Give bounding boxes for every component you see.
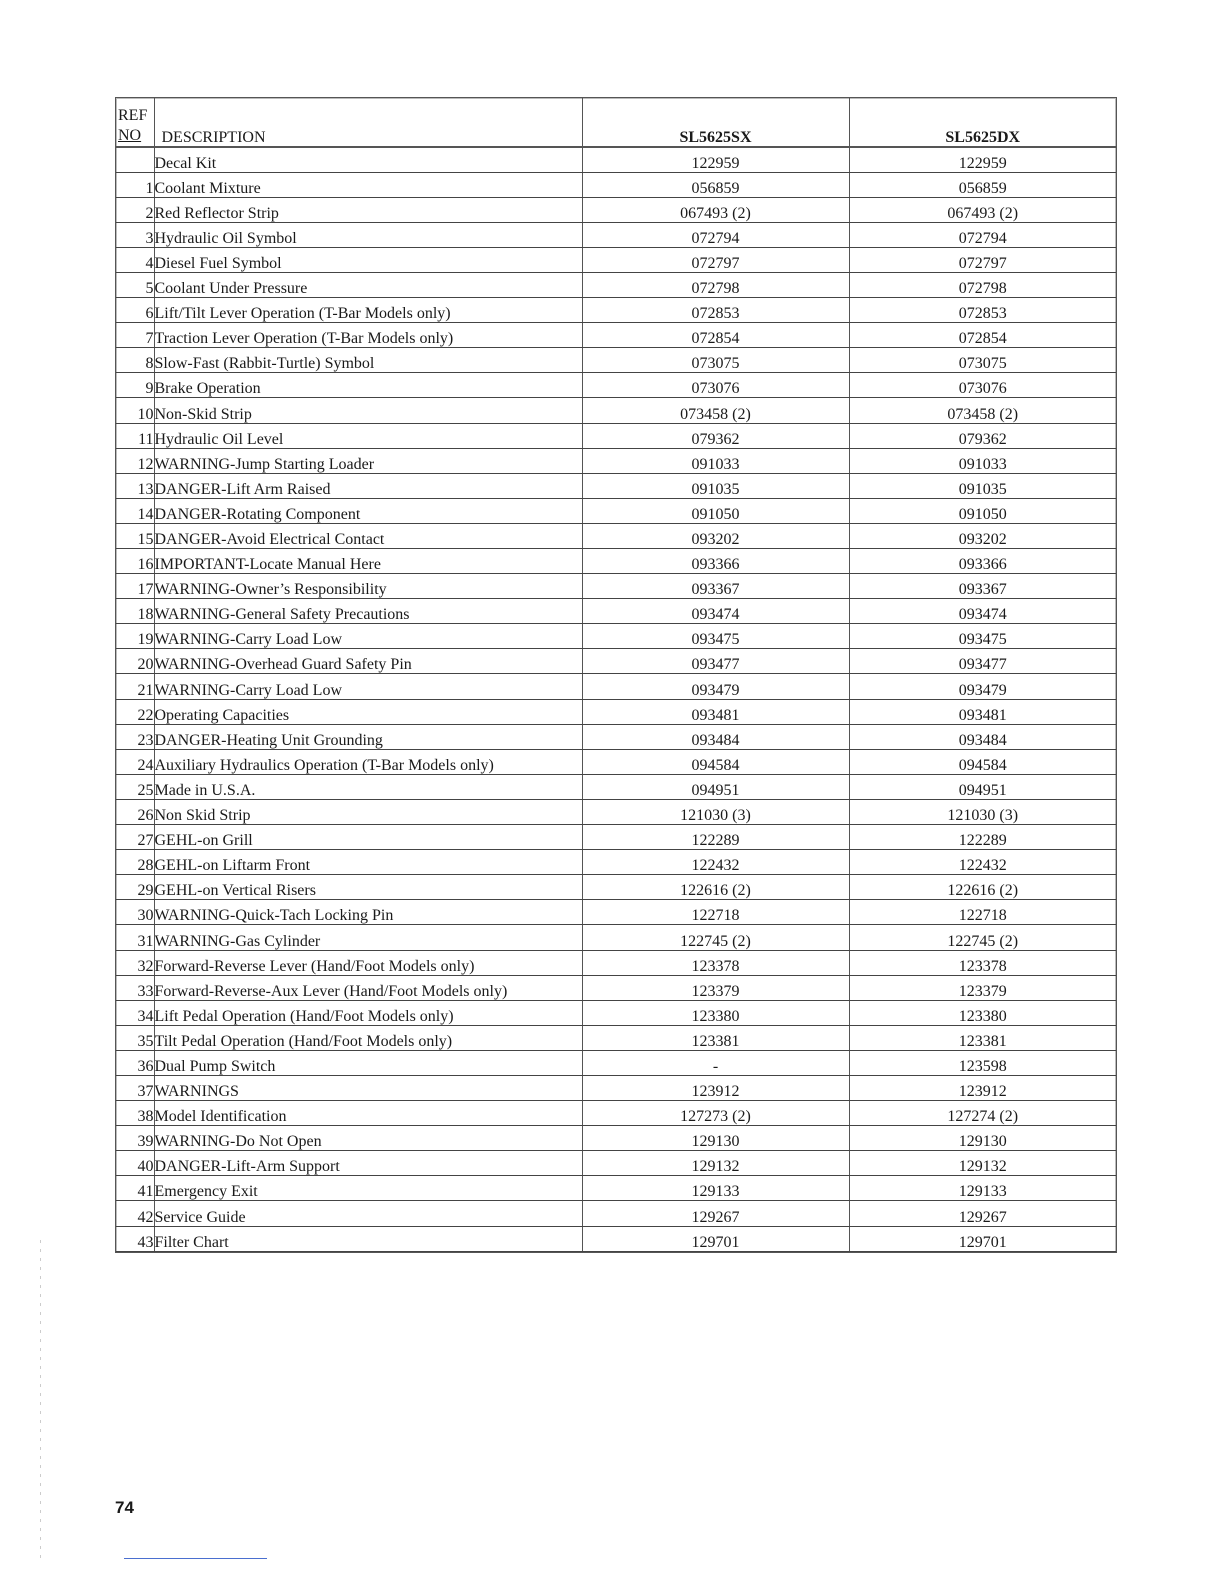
ref-cell: 22 <box>116 699 154 724</box>
description-cell: Hydraulic Oil Level <box>154 423 582 448</box>
description-cell: Non Skid Strip <box>154 799 582 824</box>
table-row <box>116 1176 1116 1201</box>
description-cell: WARNINGS <box>154 1075 582 1100</box>
description-cell: Lift Pedal Operation (Hand/Foot Models only) <box>154 1000 582 1025</box>
ref-cell: 1 <box>116 172 154 197</box>
table-row <box>116 850 1116 875</box>
parts-table-body <box>116 147 1116 1251</box>
margin-dotted-line <box>40 1240 41 1560</box>
ref-cell: 4 <box>116 247 154 272</box>
table-row <box>116 749 1116 774</box>
part-number-dx-cell: 123381 <box>849 1025 1116 1050</box>
part-number-dx-cell: 072797 <box>849 247 1116 272</box>
description-cell: Slow-Fast (Rabbit-Turtle) Symbol <box>154 348 582 373</box>
description-cell: Diesel Fuel Symbol <box>154 247 582 272</box>
part-number-dx-cell: 122745 (2) <box>849 925 1116 950</box>
ref-cell: 20 <box>116 649 154 674</box>
part-number-dx-cell: 129132 <box>849 1151 1116 1176</box>
part-number-dx-cell: 072853 <box>849 298 1116 323</box>
description-cell: Dual Pump Switch <box>154 1050 582 1075</box>
part-number-sx-cell: 093202 <box>582 523 849 548</box>
part-number-sx-cell: 073075 <box>582 348 849 373</box>
description-cell: WARNING-General Safety Precautions <box>154 599 582 624</box>
table-row <box>116 825 1116 850</box>
description-cell: GEHL-on Liftarm Front <box>154 850 582 875</box>
table-row <box>116 649 1116 674</box>
ref-cell: 24 <box>116 749 154 774</box>
part-number-dx-cell: 093367 <box>849 574 1116 599</box>
part-number-sx-cell: 123381 <box>582 1025 849 1050</box>
table-row <box>116 950 1116 975</box>
table-row <box>116 975 1116 1000</box>
part-number-dx-cell: 093481 <box>849 699 1116 724</box>
ref-cell: 23 <box>116 724 154 749</box>
part-number-sx-cell: 072794 <box>582 222 849 247</box>
table-row <box>116 172 1116 197</box>
description-cell: DANGER-Lift-Arm Support <box>154 1151 582 1176</box>
table-row <box>116 323 1116 348</box>
part-number-sx-cell: 093367 <box>582 574 849 599</box>
description-cell: Emergency Exit <box>154 1176 582 1201</box>
part-number-dx-cell: 072854 <box>849 323 1116 348</box>
ref-cell: 30 <box>116 900 154 925</box>
part-number-dx-cell: 123378 <box>849 950 1116 975</box>
table-row <box>116 1025 1116 1050</box>
ref-cell: 10 <box>116 398 154 423</box>
ref-cell: 9 <box>116 373 154 398</box>
part-number-dx-cell: 093484 <box>849 724 1116 749</box>
ref-cell: 37 <box>116 1075 154 1100</box>
part-number-sx-cell: 122745 (2) <box>582 925 849 950</box>
table-row <box>116 1075 1116 1100</box>
part-number-sx-cell: 073458 (2) <box>582 398 849 423</box>
table-row <box>116 423 1116 448</box>
description-cell: Red Reflector Strip <box>154 197 582 222</box>
part-number-dx-cell: 122959 <box>849 147 1116 172</box>
part-number-dx-cell: 094951 <box>849 774 1116 799</box>
part-number-dx-cell: 129701 <box>849 1226 1116 1251</box>
part-number-sx-cell: 093475 <box>582 624 849 649</box>
description-cell: Service Guide <box>154 1201 582 1226</box>
part-number-dx-cell: 123912 <box>849 1075 1116 1100</box>
description-cell: Forward-Reverse-Aux Lever (Hand/Foot Models only) <box>154 975 582 1000</box>
part-number-sx-cell: 129130 <box>582 1126 849 1151</box>
part-number-sx-cell: 122718 <box>582 900 849 925</box>
ref-cell: 41 <box>116 1176 154 1201</box>
table-row <box>116 799 1116 824</box>
part-number-sx-cell: 073076 <box>582 373 849 398</box>
ref-cell <box>116 147 154 172</box>
part-number-dx-cell: 093475 <box>849 624 1116 649</box>
ref-cell: 12 <box>116 448 154 473</box>
ref-cell: 19 <box>116 624 154 649</box>
part-number-sx-cell: 093366 <box>582 549 849 574</box>
table-row <box>116 900 1116 925</box>
description-cell: Auxiliary Hydraulics Operation (T-Bar Models only) <box>154 749 582 774</box>
table-row <box>116 624 1116 649</box>
part-number-sx-cell: 129133 <box>582 1176 849 1201</box>
description-cell: GEHL-on Grill <box>154 825 582 850</box>
table-row <box>116 498 1116 523</box>
part-number-dx-cell: 067493 (2) <box>849 197 1116 222</box>
ref-no-header <box>116 98 154 147</box>
part-number-sx-cell: 079362 <box>582 423 849 448</box>
part-number-dx-cell: 123379 <box>849 975 1116 1000</box>
ref-cell: 14 <box>116 498 154 523</box>
description-cell: Decal Kit <box>154 147 582 172</box>
part-number-dx-cell: 121030 (3) <box>849 799 1116 824</box>
part-number-dx-cell: 056859 <box>849 172 1116 197</box>
part-number-dx-cell: 129133 <box>849 1176 1116 1201</box>
table-row <box>116 272 1116 297</box>
part-number-sx-cell: 122959 <box>582 147 849 172</box>
table-header-row <box>116 98 1116 147</box>
ref-cell: 34 <box>116 1000 154 1025</box>
ref-cell: 6 <box>116 298 154 323</box>
description-cell: Tilt Pedal Operation (Hand/Foot Models only) <box>154 1025 582 1050</box>
part-number-sx-cell: 122432 <box>582 850 849 875</box>
description-cell: WARNING-Overhead Guard Safety Pin <box>154 649 582 674</box>
ref-cell: 27 <box>116 825 154 850</box>
table-row <box>116 1101 1116 1126</box>
description-header: DESCRIPTION <box>154 98 582 147</box>
part-number-dx-cell: 091035 <box>849 473 1116 498</box>
part-number-dx-cell: 094584 <box>849 749 1116 774</box>
description-cell: DANGER-Rotating Component <box>154 498 582 523</box>
description-cell: Traction Lever Operation (T-Bar Models only) <box>154 323 582 348</box>
footer-rule <box>124 1558 267 1559</box>
ref-cell: 16 <box>116 549 154 574</box>
table-row <box>116 1050 1116 1075</box>
part-number-sx-cell: 123379 <box>582 975 849 1000</box>
description-cell: Coolant Under Pressure <box>154 272 582 297</box>
ref-cell: 39 <box>116 1126 154 1151</box>
part-number-dx-cell: 073075 <box>849 348 1116 373</box>
ref-cell: 21 <box>116 674 154 699</box>
ref-header-line2: NO <box>118 127 142 144</box>
part-number-sx-cell: 091033 <box>582 448 849 473</box>
description-cell: Lift/Tilt Lever Operation (T-Bar Models only) <box>154 298 582 323</box>
table-row <box>116 674 1116 699</box>
ref-cell: 43 <box>116 1226 154 1251</box>
table-row <box>116 875 1116 900</box>
table-row <box>116 197 1116 222</box>
description-cell: Model Identification <box>154 1101 582 1126</box>
part-number-dx-cell: 073076 <box>849 373 1116 398</box>
table-row <box>116 574 1116 599</box>
ref-cell: 26 <box>116 799 154 824</box>
table-row <box>116 247 1116 272</box>
part-number-dx-cell: 091033 <box>849 448 1116 473</box>
table-row <box>116 298 1116 323</box>
description-cell: Hydraulic Oil Symbol <box>154 222 582 247</box>
description-cell: Operating Capacities <box>154 699 582 724</box>
part-number-sx-cell: 091050 <box>582 498 849 523</box>
ref-header-line1: REF <box>118 107 148 124</box>
table-row <box>116 549 1116 574</box>
description-cell: Forward-Reverse Lever (Hand/Foot Models only) <box>154 950 582 975</box>
part-number-dx-cell: 093202 <box>849 523 1116 548</box>
part-number-sx-cell: 093479 <box>582 674 849 699</box>
part-number-sx-cell: 122289 <box>582 825 849 850</box>
part-number-sx-cell: 067493 (2) <box>582 197 849 222</box>
ref-cell: 38 <box>116 1101 154 1126</box>
part-number-sx-cell: 072853 <box>582 298 849 323</box>
part-number-sx-cell: 122616 (2) <box>582 875 849 900</box>
table-row <box>116 222 1116 247</box>
part-number-dx-cell: 127274 (2) <box>849 1101 1116 1126</box>
ref-cell: 13 <box>116 473 154 498</box>
part-number-sx-cell: 072854 <box>582 323 849 348</box>
table-row <box>116 699 1116 724</box>
part-number-dx-cell: 091050 <box>849 498 1116 523</box>
part-number-dx-cell: 093366 <box>849 549 1116 574</box>
description-cell: WARNING-Quick-Tach Locking Pin <box>154 900 582 925</box>
part-number-sx-cell: 123912 <box>582 1075 849 1100</box>
part-number-dx-cell: 093477 <box>849 649 1116 674</box>
ref-cell: 2 <box>116 197 154 222</box>
ref-cell: 31 <box>116 925 154 950</box>
table-row <box>116 523 1116 548</box>
part-number-sx-cell: 093484 <box>582 724 849 749</box>
description-cell: Coolant Mixture <box>154 172 582 197</box>
ref-cell: 11 <box>116 423 154 448</box>
page-number: 74 <box>115 1498 134 1517</box>
table-row <box>116 398 1116 423</box>
part-number-sx-cell: 094584 <box>582 749 849 774</box>
description-cell: GEHL-on Vertical Risers <box>154 875 582 900</box>
part-number-sx-cell: 129267 <box>582 1201 849 1226</box>
part-number-dx-cell: 122616 (2) <box>849 875 1116 900</box>
part-number-sx-cell: 123378 <box>582 950 849 975</box>
part-number-sx-cell: 093481 <box>582 699 849 724</box>
table-row <box>116 774 1116 799</box>
ref-cell: 5 <box>116 272 154 297</box>
part-number-sx-cell: 123380 <box>582 1000 849 1025</box>
part-number-dx-cell: 079362 <box>849 423 1116 448</box>
part-number-dx-cell: 123380 <box>849 1000 1116 1025</box>
table-row <box>116 1201 1116 1226</box>
parts-table <box>116 98 1116 1252</box>
part-number-dx-cell: 129267 <box>849 1201 1116 1226</box>
model-dx-header: SL5625DX <box>849 98 1116 147</box>
part-number-sx-cell: 093474 <box>582 599 849 624</box>
part-number-sx-cell: 091035 <box>582 473 849 498</box>
table-row <box>116 147 1116 172</box>
part-number-sx-cell: 127273 (2) <box>582 1101 849 1126</box>
table-row <box>116 1000 1116 1025</box>
description-cell: DANGER-Avoid Electrical Contact <box>154 523 582 548</box>
part-number-sx-cell: 094951 <box>582 774 849 799</box>
table-row <box>116 473 1116 498</box>
table-row <box>116 373 1116 398</box>
ref-cell: 8 <box>116 348 154 373</box>
ref-cell: 32 <box>116 950 154 975</box>
ref-cell: 42 <box>116 1201 154 1226</box>
table-row <box>116 724 1116 749</box>
part-number-sx-cell: - <box>582 1050 849 1075</box>
part-number-dx-cell: 093474 <box>849 599 1116 624</box>
ref-cell: 40 <box>116 1151 154 1176</box>
part-number-dx-cell: 122432 <box>849 850 1116 875</box>
table-row <box>116 1151 1116 1176</box>
table-row <box>116 925 1116 950</box>
description-cell: WARNING-Carry Load Low <box>154 624 582 649</box>
part-number-sx-cell: 072797 <box>582 247 849 272</box>
part-number-sx-cell: 129701 <box>582 1226 849 1251</box>
ref-cell: 17 <box>116 574 154 599</box>
description-cell: WARNING-Jump Starting Loader <box>154 448 582 473</box>
description-cell: WARNING-Do Not Open <box>154 1126 582 1151</box>
part-number-dx-cell: 093479 <box>849 674 1116 699</box>
ref-cell: 25 <box>116 774 154 799</box>
ref-cell: 29 <box>116 875 154 900</box>
description-cell: WARNING-Owner’s Responsibility <box>154 574 582 599</box>
ref-cell: 18 <box>116 599 154 624</box>
table-row <box>116 348 1116 373</box>
description-cell: IMPORTANT-Locate Manual Here <box>154 549 582 574</box>
description-cell: Brake Operation <box>154 373 582 398</box>
table-row <box>116 599 1116 624</box>
part-number-dx-cell: 129130 <box>849 1126 1116 1151</box>
description-cell: DANGER-Lift Arm Raised <box>154 473 582 498</box>
part-number-dx-cell: 123598 <box>849 1050 1116 1075</box>
description-cell: Non-Skid Strip <box>154 398 582 423</box>
ref-cell: 15 <box>116 523 154 548</box>
part-number-dx-cell: 073458 (2) <box>849 398 1116 423</box>
table-row <box>116 448 1116 473</box>
description-cell: DANGER-Heating Unit Grounding <box>154 724 582 749</box>
ref-cell: 7 <box>116 323 154 348</box>
table-row <box>116 1226 1116 1251</box>
ref-cell: 3 <box>116 222 154 247</box>
parts-table-frame <box>115 97 1117 1253</box>
part-number-sx-cell: 072798 <box>582 272 849 297</box>
part-number-sx-cell: 093477 <box>582 649 849 674</box>
model-sx-header: SL5625SX <box>582 98 849 147</box>
part-number-dx-cell: 122289 <box>849 825 1116 850</box>
description-cell: WARNING-Gas Cylinder <box>154 925 582 950</box>
ref-cell: 36 <box>116 1050 154 1075</box>
part-number-sx-cell: 129132 <box>582 1151 849 1176</box>
table-row <box>116 1126 1116 1151</box>
description-cell: WARNING-Carry Load Low <box>154 674 582 699</box>
ref-cell: 33 <box>116 975 154 1000</box>
part-number-dx-cell: 072794 <box>849 222 1116 247</box>
part-number-dx-cell: 072798 <box>849 272 1116 297</box>
description-cell: Made in U.S.A. <box>154 774 582 799</box>
ref-cell: 35 <box>116 1025 154 1050</box>
part-number-sx-cell: 121030 (3) <box>582 799 849 824</box>
part-number-sx-cell: 056859 <box>582 172 849 197</box>
description-cell: Filter Chart <box>154 1226 582 1251</box>
ref-cell: 28 <box>116 850 154 875</box>
part-number-dx-cell: 122718 <box>849 900 1116 925</box>
